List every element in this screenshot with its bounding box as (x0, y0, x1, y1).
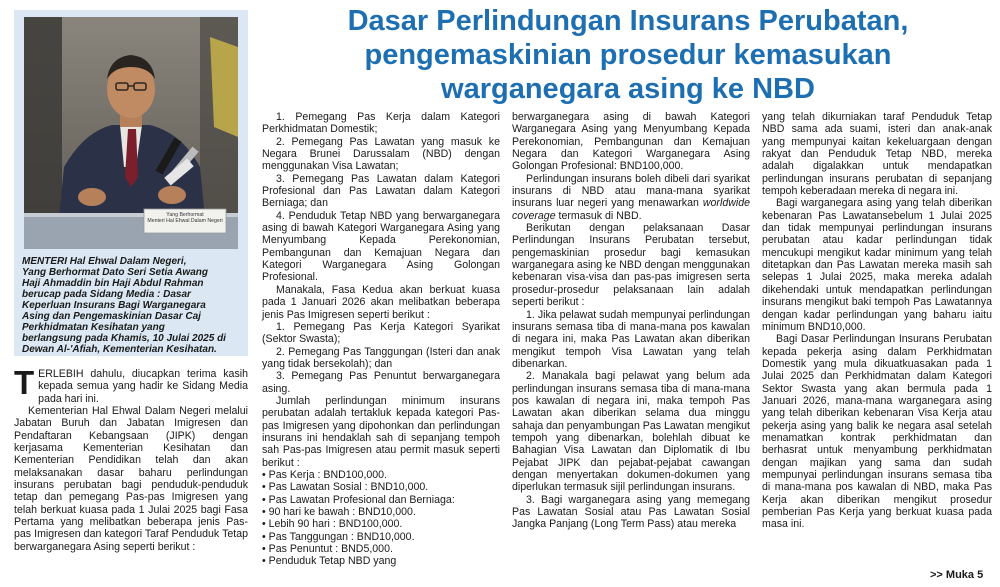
article-column-4 (762, 111, 992, 531)
paragraph-text: Perlindungan insurans boleh dibeli dari syarikat insurans di NBD atau mana-mana syarikat insurans luar negeri yang menawarkan (512, 172, 750, 210)
bullet-item: • Pas Lawatan Profesional dan Berniaga: (262, 493, 455, 506)
paragraph: 1. Pemegang Pas Kerja Kategori Syarikat (Sektor Swasta); (262, 320, 500, 346)
article-column-3 (512, 111, 750, 531)
continued-on-page-link[interactable]: >> Muka 5 (930, 569, 984, 581)
caption-line: Dewan Al-'Afiah, Kementerian Kesihatan. (22, 344, 217, 355)
paragraph: Bagi warganegara asing yang telah diberikan kebenaran Pas Lawatansebelum 1 Julai 2025 dan tidak mempunyai perlindungan insurans perubatan atau kadar perlindungan tidak mencukupi mengikut kadar minimum yang telah ditetapkan dan Pas Lawatan mereka masih sah selepas 1 Julai 2025, maka mereka adalah dikehendaki untuk mendapatkan perlindungan insurans mengikut baki tempoh Pas Lawatannya dengan kadar perlindungan yang baharu iaitu minimum BND10,000. (762, 197, 992, 333)
paragraph: Berikutan dengan pelaksanaan Dasar Perlindungan Insurans Perubatan tersebut, pengemaskinian prosedur bagi kemasukan warganegara asing ke NBD dengan menggunakan kebenaran visa-visa dan pas-pas imigresen serta prosedur-prosedur pelaksanaan lain adalah seperti berikut : (512, 222, 750, 309)
paragraph: 4. Penduduk Tetap NBD yang berwarganegara asing di bawah Kategori Warganegara Asing yang Menyumbang Kepada Perekonomian, Pembangunan dan Kemajuan Negara dan Kategori Warganegara Asing Golongan Profesional. (262, 209, 500, 284)
bullet-item: • Pas Penuntut : BND5,000. (262, 543, 393, 556)
headline-line-1: Dasar Perlindungan Insurans Perubatan, (347, 5, 909, 37)
bullet-item: • Pas Lawatan Sosial : BND10,000. (262, 481, 429, 494)
paragraph: 1. Jika pelawat sudah mempunyai perlindungan insurans semasa tiba di mana-mana pos kawalan di negara ini, maka Pas Lawatan akan diberikan mengikut tempoh Visa Lawatan yang telah dibenarkan. (512, 308, 750, 370)
paragraph: Kementerian Hal Ehwal Dalam Negeri melalui Jabatan Buruh dan Jabatan Imigresen dan Pendaftaran Kebangsaan (JIPK) dengan kerjasama Kementerian Kesihatan dan Kementerian Pendidikan telah dan akan melaksanakan dasar baharu perlindungan insurans perubatan bagi penduduk-penduduk tetap dan pemegang Pas-pas Imigresen yang telah berkuat kuasa pada 1 Julai 2025 bagi Fasa Pertama yang melibatkan beberapa jenis Pas-pas Imigresen dan kategori Taraf Penduduk Tetap berwarganegara Asing seperti berikut : (14, 405, 248, 553)
drop-cap: T (14, 364, 35, 401)
paragraph: Bagi Dasar Perlindungan Insurans Perubatan kepada pekerja asing dalam Perkhidmatan Domestik yang mula dikuatkuasakan pada 1 Julai 2025 dan Perkhidmatan dalam Kategori Sektor Swasta yang akan bermula pada 1 Januari 2026, mana-mana warganegara asing yang telah diberikan kebenaran Visa Kerja atau pekerja asing yang balik ke negara asal setelah menamatkan kontrak perkhidmatan dan berhasrat untuk menyambung perkhidmatan dengan majikan yang sama dan sudah mempunyai perlindungan insurans semasa tiba di mana-mana pos kawalan di NBD, maka Pas Kerja akan diberikan mengikut prosedur pemberian Pas Kerja yang berkuat kuasa pada masa ini. (762, 333, 992, 531)
paragraph-text: termasuk di NBD. (555, 209, 642, 222)
caption-line: MENTERI Hal Ehwal Dalam Negeri, (22, 256, 187, 267)
paragraph (512, 173, 750, 222)
bullet-item: • Pas Tanggungan : BND10,000. (262, 530, 415, 543)
bullet-item: • Pas Kerja : BND100,000. (262, 468, 388, 481)
paragraph: 2. Manakala bagi pelawat yang belum ada perlindungan insurans semasa tiba di mana-mana pos kawalan di negara ini, maka tempoh Pas Lawatan akan diberikan selama dua minggu sahaja dan penyambungan Pas Lawatan mengikut tempoh yang dibenarkan, bolehlah dibuat ke Bahagian Visa Lawatan dan Diplomatik di Ibu Pejabat JIPK dan pejabat-pejabat cawangan dengan menyertakan dokumen-dokumen yang diperlukan termasuk sijil perlindungan insurans. (512, 370, 750, 494)
paragraph: yang telah dikurniakan taraf Penduduk Tetap NBD sama ada suami, isteri dan anak-anak yang mempunyai kaitan kekeluargaan dengan rakyat dan Penduduk Tetap NBD, mereka adalah digalakkan untuk mendapatkan perlindungan insurans perubatan di sepanjang tempoh keberadaan mereka di negara ini. (762, 111, 992, 198)
caption-line: berlangsung pada Khamis, 10 Julai 2025 di (22, 333, 226, 344)
headline (262, 4, 994, 106)
italic-term: worldwide coverage (512, 197, 750, 222)
caption-line: Keperluan Insurans Bagi Warganegara (22, 300, 206, 311)
caption-line: Yang Berhormat Dato Seri Setia Awang (22, 267, 208, 278)
article-column-1 (14, 364, 248, 553)
photo-caption (22, 256, 240, 355)
nameplate-line-2: Menteri Hal Ehwal Dalam Negeri (147, 218, 223, 224)
caption-line: Asing dan Pengemaskinian Dasar Caj (22, 311, 201, 322)
headline-line-3: warganegara asing ke NBD (441, 73, 815, 105)
photo-frame (14, 10, 248, 356)
bullet-item: • 90 hari ke bawah : BND10,000. (262, 506, 416, 518)
opening-paragraph-text: ERLEBIH dahulu, diucapkan terima kasih kepada semua yang hadir ke Sidang Media pada hari ini. (38, 368, 248, 405)
paragraph: 3. Bagi warganegara asing yang memegang Pas Lawatan Sosial atau Pas Lawatan Sosial Jangka Panjang (Long Term Pass) atau mereka (512, 493, 750, 531)
article-column-2 (262, 111, 500, 568)
headline-line-2: pengemaskinian prosedur kemasukan (364, 39, 892, 71)
paragraph: Jumlah perlindungan minimum insurans perubatan adalah tertakluk kepada kategori Pas-pas Imigresen yang dipohonkan dan perlindungan insurans ini hendaklah sah di sepanjang tempoh sah Pas-pas Imigresen atau permit masuk seperti berikut : (262, 394, 500, 469)
paragraph: 3. Pemegang Pas Penuntut berwarganegara asing. (262, 370, 500, 395)
bullet-item: • Lebih 90 hari : BND100,000. (262, 518, 403, 531)
caption-line: Haji Ahmaddin bin Haji Abdul Rahman (22, 278, 204, 289)
paragraph: 1. Pemegang Pas Kerja dalam Kategori Perkhidmatan Domestik; (262, 111, 500, 136)
caption-line: berucap pada Sidang Media : Dasar (22, 289, 191, 300)
paragraph: 2. Pemegang Pas Tanggungan (Isteri dan anak yang tidak bersekolah); dan (262, 345, 500, 370)
caption-line: Perkhidmatan Kesihatan yang (22, 322, 165, 333)
paragraph: berwarganegara asing di bawah Kategori Warganegara Asing yang Menyumbang Kepada Perekonomian, Pembangunan dan Kemajuan Negara dan Kategori Warganegara Asing Golongan Profesional: BND100,000. (512, 111, 750, 173)
paragraph: 2. Pemegang Pas Lawatan yang masuk ke Negara Brunei Darussalam (NBD) dengan menggunakan Visa Lawatan; (262, 135, 500, 173)
paragraph: 3. Pemegang Pas Lawatan dalam Kategori Profesional dan Pas Lawatan dalam Kategori Berniaga; dan (262, 172, 500, 210)
opening-paragraph (14, 364, 248, 405)
paragraph: Manakala, Fasa Kedua akan berkuat kuasa pada 1 Januari 2026 akan melibatkan beberapa jenis Pas Imigresen seperti berikut : (262, 283, 500, 321)
bullet-item: • Penduduk Tetap NBD yang (262, 555, 397, 568)
minister-photo (24, 17, 238, 249)
nameplate-line-1: Yang Berhormat (166, 212, 204, 218)
